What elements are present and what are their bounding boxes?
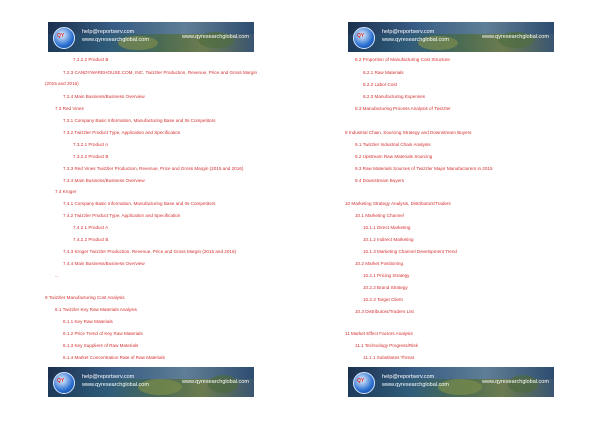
toc-item: ... [55, 273, 59, 278]
right-page [300, 0, 600, 424]
banner-top-left: QY help@reportserv.com www.qyresearchglobal.com www.qyresearchglobal.com [48, 22, 254, 52]
toc-item: 7.4.1 Company Basic Information, Manufacturing Base and Its Competitors [63, 201, 216, 206]
banner-top-right: QY help@reportserv.com www.qyresearchglobal.com www.qyresearchglobal.com [348, 22, 554, 52]
toc-item: 8.1.4 Market Concentration Rate of Raw Materials [63, 355, 165, 360]
banner-bottom-left: QY help@reportserv.com www.qyresearchglobal.com www.qyresearchglobal.com [48, 367, 254, 397]
toc-item: 10.1.3 Marketing Channel Development Trend [363, 249, 457, 254]
banner-site: www.qyresearchglobal.com [382, 382, 449, 388]
banner-site: www.qyresearchglobal.com [82, 37, 149, 43]
toc-item: 9.4 Downstream Buyers [355, 178, 405, 183]
toc-item: 8.1.2 Price Trend of Key Raw Materials [63, 331, 143, 336]
toc-item: 10.1.2 Indirect Marketing [363, 237, 414, 242]
banner-site: www.qyresearchglobal.com [82, 382, 149, 388]
toc-item: 7.3.2.2 Product B [73, 154, 109, 159]
toc-item: 7.4.2 Twizzler Product Type, Application and Specification [63, 213, 181, 218]
banner-email: help@reportserv.com [82, 29, 135, 35]
toc-item: 11.1 Technology Progress/Risk [355, 343, 418, 348]
toc-item: 9.3 Raw Materials Sources of Twizzler Major Manufacturers in 2015 [355, 166, 493, 171]
toc-item: 8.3 Manufacturing Process Analysis of Twizzler [355, 106, 451, 111]
banner-site-right: www.qyresearchglobal.com [182, 34, 249, 40]
toc-item: 11.1.1 Substitutes Threat [363, 355, 414, 360]
toc-item: 9.2 Upstream Raw Materials Sourcing [355, 154, 433, 159]
toc-item: 10.2.1 Pricing Strategy [363, 273, 410, 278]
toc-item: 8 Twizzler Manufacturing Cost Analysis [45, 295, 125, 300]
toc-item: 8.1 Twizzler Key Raw Materials Analysis [55, 307, 137, 312]
banner-site-right: www.qyresearchglobal.com [482, 34, 549, 40]
toc-item: 8.2.3 Manufacturing Expenses [363, 94, 426, 99]
toc-item: 10.2 Market Positioning [355, 261, 404, 266]
toc-item: 9 Industrial Chain, Sourcing Strategy and Downstream Buyers [345, 130, 472, 135]
toc-item: 8.1.3 Key Suppliers of Raw Materials [63, 343, 139, 348]
toc-item: 9.1 Twizzler Industrial Chain Analysis [355, 142, 431, 147]
toc-item: 7.3.1 Company Basic Information, Manufacturing Base and Its Competitors [63, 118, 216, 123]
toc-item: 7.3 Red Vines [55, 106, 84, 111]
banner-site: www.qyresearchglobal.com [382, 37, 449, 43]
toc-item: 7.2.2.2 Product B [73, 57, 109, 62]
toc-item: 7.2.3 CANDYWAREHOUSE.COM, INC. Twizzler Production, Revenue, Price and Gross Margin [63, 70, 258, 75]
toc-item: (2015 and 2016) [45, 81, 79, 86]
toc-item: 10.2.3 Target Client [363, 297, 403, 302]
banner-site-right: www.qyresearchglobal.com [182, 379, 249, 385]
toc-item: 10.3 Distributors/Traders List [355, 309, 414, 314]
toc-item: 8.2.2 Labor Cost [363, 82, 397, 87]
toc-item: 10 Marketing Strategy Analysis, Distributors/Traders [345, 201, 451, 206]
toc-item: 8.2 Proportion of Manufacturing Cost Structure [355, 57, 450, 62]
toc-item: 8.2.1 Raw Materials [363, 70, 404, 75]
toc-item: 7.3.2 Twizzler Product Type, Application and Specification [63, 130, 181, 135]
toc-item: 7.4 Kroger [55, 189, 77, 194]
toc-item: 10.1 Marketing Channel [355, 213, 404, 218]
toc-item: 10.2.2 Brand Strategy [363, 285, 408, 290]
toc-item: 7.2.4 Main Business/Business Overview [63, 94, 145, 99]
toc-item: 7.3.3 Red Vines Twizzler Production, Revenue, Price and Gross Margin (2015 and 2016) [63, 166, 244, 171]
toc-item: 7.4.4 Main Business/Business Overview [63, 261, 145, 266]
toc-item: 8.1.1 Key Raw Materials [63, 319, 113, 324]
toc-item: 10.1.1 Direct Marketing [363, 225, 411, 230]
banner-email: help@reportserv.com [382, 29, 435, 35]
toc-item: 7.4.3 Kroger Twizzler Production, Revenue, Price and Gross Margin (2015 and 2016) [63, 249, 237, 254]
toc-item: 11 Market Effect Factors Analysis [345, 331, 413, 336]
toc-item: 7.3.4 Main Business/Business Overview [63, 178, 145, 183]
toc-item: 7.3.2.1 Product A [73, 142, 109, 147]
banner-bottom-right: QY help@reportserv.com www.qyresearchglobal.com www.qyresearchglobal.com [348, 367, 554, 397]
toc-item: 7.4.2.2 Product B [73, 237, 109, 242]
banner-email: help@reportserv.com [82, 374, 135, 380]
banner-email: help@reportserv.com [382, 374, 435, 380]
toc-item: 7.4.2.1 Product A [73, 225, 109, 230]
banner-site-right: www.qyresearchglobal.com [482, 379, 549, 385]
